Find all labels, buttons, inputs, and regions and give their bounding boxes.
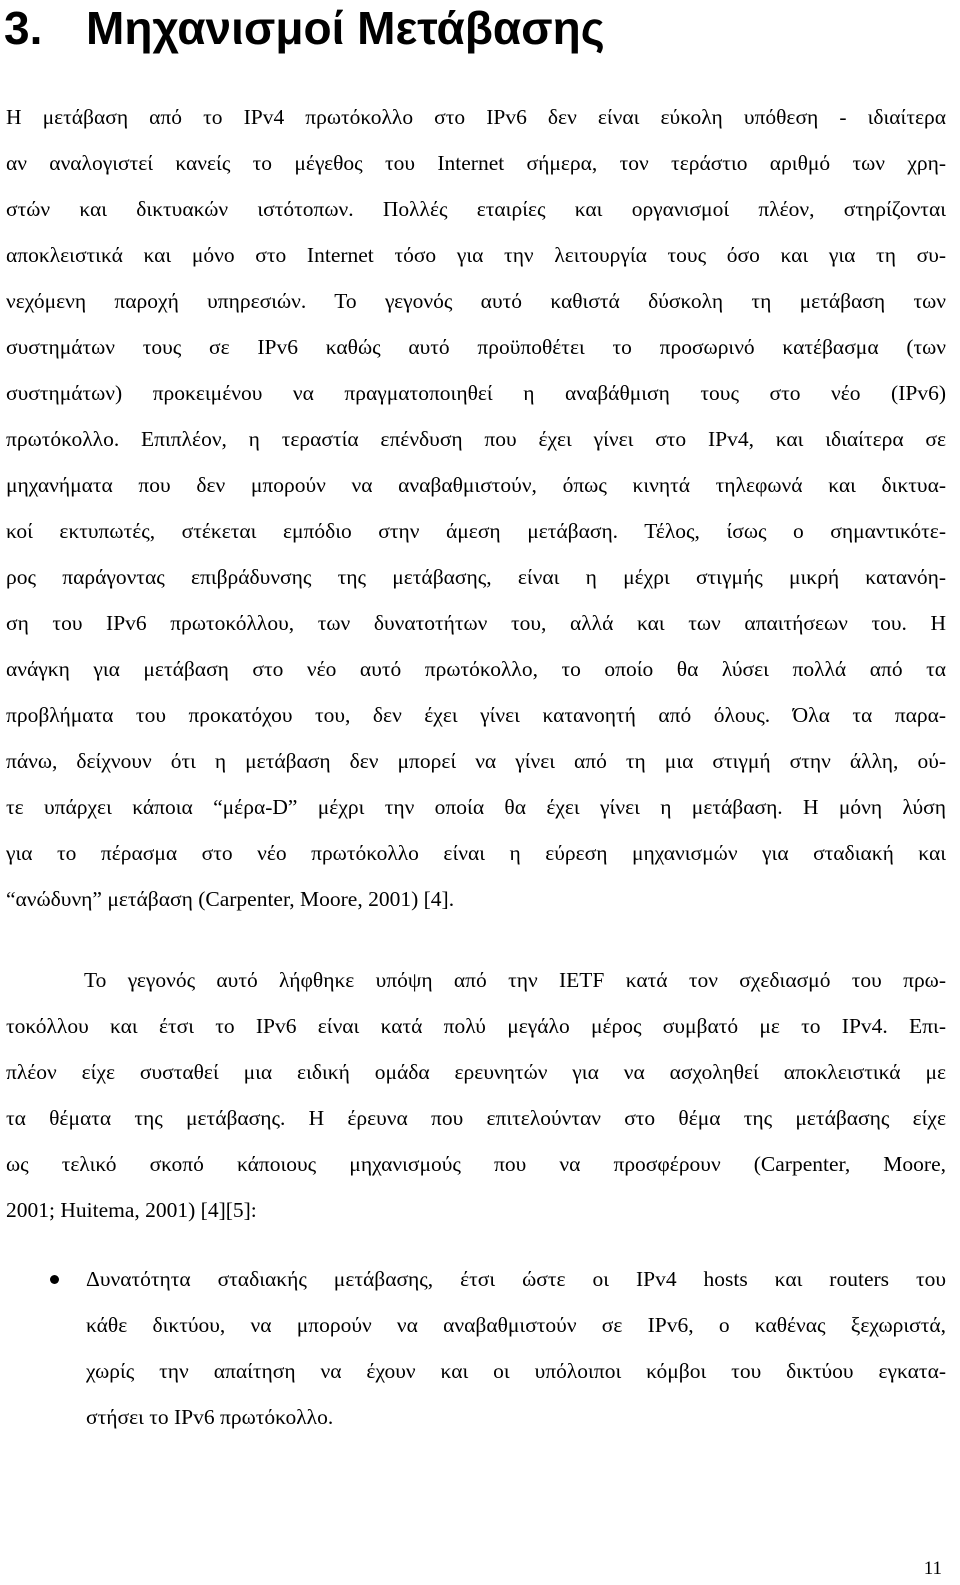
paragraph-line: ανάγκη για μετάβαση στο νέο αυτό πρωτόκολλο, το οποίο θα λύσει πολλά από τα: [6, 657, 946, 681]
paragraph-line: στών και δικτυακών ιστότοπων. Πολλές εταιρίες και οργανισμοί πλέον, στηρίζονται: [6, 197, 946, 221]
page-number: 11: [923, 1558, 942, 1579]
paragraph-line: τα θέματα της μετάβασης. Η έρευνα που επιτελούνταν στο θέμα της μετάβασης είχε: [6, 1106, 946, 1130]
section-title: Μηχανισμοί Μετάβασης: [86, 2, 605, 54]
section-number: 3.: [4, 2, 43, 54]
paragraph-line: πρωτόκολλο. Επιπλέον, η τεραστία επένδυση που έχει γίνει στο IPv4, και ιδιαίτερα σε: [6, 427, 946, 451]
paragraph-line: για το πέρασμα στο νέο πρωτόκολλο είναι η εύρεση μηχανισμών για σταδιακή και: [6, 841, 946, 865]
paragraph-line: συστημάτων) προκειμένου να πραγματοποιηθεί η αναβάθμιση τους στο νέο (IPv6): [6, 381, 946, 405]
bullet-line: κάθε δικτύου, να μπορούν να αναβαθμιστούν σε IPv6, ο καθένας ξεχωριστά,: [86, 1313, 946, 1337]
paragraph-line: μηχανήματα που δεν μπορούν να αναβαθμιστούν, όπως κινητά τηλεφωνά και δικτυα-: [6, 473, 946, 497]
paragraph-line: προβλήματα του προκατόχου του, δεν έχει γίνει κατανοητή από όλους. Όλα τα παρα-: [6, 703, 946, 727]
bullet-line: Δυνατότητα σταδιακής μετάβασης, έτσι ώστε οι IPv4 hosts και routers του: [86, 1267, 946, 1291]
paragraph-line: “ανώδυνη” μετάβαση (Carpenter, Moore, 2001) [4].: [6, 887, 455, 911]
paragraph-line: νεχόμενη παροχή υπηρεσιών. Το γεγονός αυτό καθιστά δύσκολη τη μετάβαση των: [6, 289, 946, 313]
section-heading: [4, 0, 605, 56]
bullet-line: χωρίς την απαίτηση να έχουν και οι υπόλοιποι κόμβοι του δικτύου εγκατα-: [86, 1359, 946, 1383]
paragraph-line: τοκόλλου και έτσι το IPv6 είναι κατά πολύ μεγάλο μέρος συμβατό με το IPv4. Επι-: [6, 1014, 946, 1038]
paragraph-line: ση του IPv6 πρωτοκόλλου, των δυνατοτήτων του, αλλά και των απαιτήσεων του. Η: [6, 611, 946, 635]
paragraph-line: 2001; Huitema, 2001) [4][5]:: [6, 1198, 257, 1222]
paragraph-line: Το γεγονός αυτό λήφθηκε υπόψη από την IETF κατά τον σχεδιασμό του πρω-: [84, 968, 946, 992]
paragraph-line: ρος παράγοντας επιβράδυνσης της μετάβασης, είναι η μέχρι στιγμής μικρή κατανόη-: [6, 565, 946, 589]
bullet-icon: [50, 1275, 59, 1284]
paragraph-line: ως τελικό σκοπό κάποιους μηχανισμούς που να προσφέρουν (Carpenter, Moore,: [6, 1152, 946, 1176]
paragraph-line: τε υπάρχει κάποια “μέρα-D” μέχρι την οποία θα έχει γίνει η μετάβαση. Η μόνη λύση: [6, 795, 946, 819]
paragraph-line: κοί εκτυπωτές, στέκεται εμπόδιο στην άμεση μετάβαση. Τέλος, ίσως ο σημαντικότε-: [6, 519, 946, 543]
paragraph-line: πάνω, δείχνουν ότι η μετάβαση δεν μπορεί να γίνει από τη μια στιγμή στην άλλη, ού-: [6, 749, 946, 773]
bullet-line: στήσει το IPv6 πρωτόκολλο.: [86, 1405, 334, 1429]
paragraph-line: πλέον είχε συσταθεί μια ειδική ομάδα ερευνητών για να ασχοληθεί αποκλειστικά με: [6, 1060, 946, 1084]
paragraph-line: συστημάτων τους σε IPv6 καθώς αυτό προϋποθέτει το προσωρινό κατέβασμα (των: [6, 335, 946, 359]
paragraph-line: αποκλειστικά και μόνο στο Internet τόσο για την λειτουργία τους όσο και για τη συ-: [6, 243, 946, 267]
paragraph-line: αν αναλογιστεί κανείς το μέγεθος του Internet σήμερα, τον τεράστιο αριθμό των χρη-: [6, 151, 946, 175]
paragraph-line: Η μετάβαση από το IPv4 πρωτόκολλο στο IPv6 δεν είναι εύκολη υπόθεση - ιδιαίτερα: [6, 105, 946, 129]
